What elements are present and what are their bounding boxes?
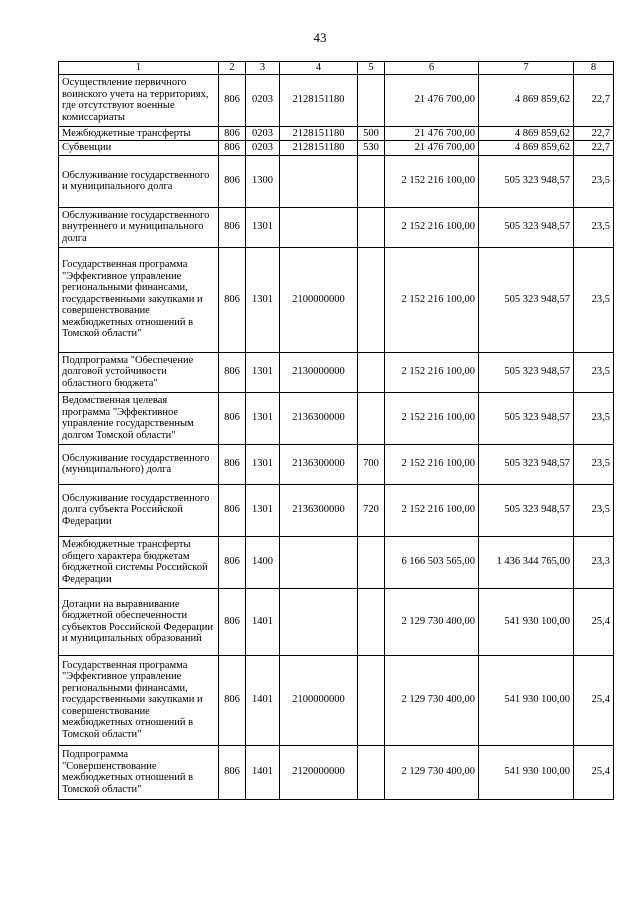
row-percent-cell: 23,5 xyxy=(574,484,614,536)
row-plan-amount-cell: 2 129 730 400,00 xyxy=(385,588,479,655)
row-name-cell: Подпрограмма "Совершенствование межбюджетных отношений в Томской области" xyxy=(59,745,219,799)
row-plan-amount-cell: 2 152 216 100,00 xyxy=(385,155,479,207)
row-executed-amount-cell: 505 323 948,57 xyxy=(479,247,574,352)
row-plan-amount-cell: 2 129 730 400,00 xyxy=(385,655,479,745)
row-executed-amount-cell: 505 323 948,57 xyxy=(479,352,574,392)
row-target-article-cell: 2120000000 xyxy=(280,745,358,799)
row-target-article-cell: 2128151180 xyxy=(280,74,358,126)
row-plan-amount-cell: 21 476 700,00 xyxy=(385,141,479,156)
row-expense-type-cell xyxy=(358,588,385,655)
row-executed-amount-cell: 541 930 100,00 xyxy=(479,655,574,745)
row-target-article-cell xyxy=(280,588,358,655)
row-name-cell: Обслуживание государственного (муниципального) долга xyxy=(59,444,219,484)
row-name-cell: Обслуживание государственного внутреннего и муниципального долга xyxy=(59,207,219,247)
row-code-cell: 806 xyxy=(219,655,246,745)
row-name-cell: Осуществление первичного воинского учета на территориях, где отсутствуют военные комиссариаты xyxy=(59,74,219,126)
row-percent-cell: 23,5 xyxy=(574,155,614,207)
row-executed-amount-cell: 505 323 948,57 xyxy=(479,155,574,207)
page-number: 43 xyxy=(313,30,327,45)
row-percent-cell: 22,7 xyxy=(574,126,614,141)
row-section-cell: 0203 xyxy=(246,141,280,156)
row-percent-cell: 22,7 xyxy=(574,74,614,126)
row-code-cell: 806 xyxy=(219,126,246,141)
row-section-cell: 1301 xyxy=(246,247,280,352)
row-section-cell: 1400 xyxy=(246,536,280,588)
row-target-article-cell: 2100000000 xyxy=(280,655,358,745)
row-executed-amount-cell: 1 436 344 765,00 xyxy=(479,536,574,588)
row-expense-type-cell xyxy=(358,536,385,588)
row-executed-amount-cell: 505 323 948,57 xyxy=(479,484,574,536)
table-row xyxy=(59,745,614,799)
row-percent-cell: 25,4 xyxy=(574,588,614,655)
row-section-cell: 1300 xyxy=(246,155,280,207)
row-percent-cell: 23,5 xyxy=(574,444,614,484)
row-target-article-cell: 2100000000 xyxy=(280,247,358,352)
table-row xyxy=(59,444,614,484)
row-plan-amount-cell: 21 476 700,00 xyxy=(385,126,479,141)
row-section-cell: 1301 xyxy=(246,207,280,247)
row-target-article-cell xyxy=(280,207,358,247)
column-header: 5 xyxy=(358,62,385,75)
row-section-cell: 1401 xyxy=(246,745,280,799)
row-percent-cell: 23,5 xyxy=(574,247,614,352)
row-expense-type-cell: 720 xyxy=(358,484,385,536)
table-row xyxy=(59,655,614,745)
table-row xyxy=(59,74,614,126)
header-row xyxy=(59,62,614,75)
row-plan-amount-cell: 21 476 700,00 xyxy=(385,74,479,126)
row-expense-type-cell xyxy=(358,207,385,247)
column-header: 1 xyxy=(59,62,219,75)
row-section-cell: 1301 xyxy=(246,444,280,484)
row-name-cell: Дотации на выравнивание бюджетной обеспеченности субъектов Российской Федерации и муниципальных образований xyxy=(59,588,219,655)
row-executed-amount-cell: 505 323 948,57 xyxy=(479,207,574,247)
row-executed-amount-cell: 505 323 948,57 xyxy=(479,444,574,484)
column-header: 4 xyxy=(280,62,358,75)
row-name-cell: Обслуживание государственного долга субъекта Российской Федерации xyxy=(59,484,219,536)
row-plan-amount-cell: 2 152 216 100,00 xyxy=(385,247,479,352)
row-section-cell: 1401 xyxy=(246,588,280,655)
row-code-cell: 806 xyxy=(219,155,246,207)
row-target-article-cell: 2136300000 xyxy=(280,484,358,536)
row-executed-amount-cell: 4 869 859,62 xyxy=(479,126,574,141)
row-code-cell: 806 xyxy=(219,484,246,536)
row-target-article-cell: 2128151180 xyxy=(280,141,358,156)
row-target-article-cell xyxy=(280,155,358,207)
row-section-cell: 1301 xyxy=(246,484,280,536)
row-percent-cell: 25,4 xyxy=(574,745,614,799)
row-name-cell: Подпрограмма "Обеспечение долговой устойчивости областного бюджета" xyxy=(59,352,219,392)
budget-table xyxy=(58,61,614,800)
row-code-cell: 806 xyxy=(219,444,246,484)
row-percent-cell: 22,7 xyxy=(574,141,614,156)
row-executed-amount-cell: 4 869 859,62 xyxy=(479,74,574,126)
table-row xyxy=(59,352,614,392)
row-plan-amount-cell: 2 152 216 100,00 xyxy=(385,484,479,536)
table-row xyxy=(59,484,614,536)
row-expense-type-cell: 700 xyxy=(358,444,385,484)
row-plan-amount-cell: 6 166 503 565,00 xyxy=(385,536,479,588)
row-code-cell: 806 xyxy=(219,207,246,247)
row-percent-cell: 25,4 xyxy=(574,655,614,745)
row-expense-type-cell xyxy=(358,74,385,126)
row-percent-cell: 23,5 xyxy=(574,352,614,392)
row-percent-cell: 23,5 xyxy=(574,207,614,247)
row-expense-type-cell xyxy=(358,745,385,799)
row-expense-type-cell xyxy=(358,155,385,207)
column-header: 3 xyxy=(246,62,280,75)
row-code-cell: 806 xyxy=(219,141,246,156)
row-target-article-cell: 2136300000 xyxy=(280,392,358,444)
column-header: 2 xyxy=(219,62,246,75)
row-expense-type-cell xyxy=(358,392,385,444)
row-code-cell: 806 xyxy=(219,745,246,799)
row-name-cell: Обслуживание государственного и муниципального долга xyxy=(59,155,219,207)
row-expense-type-cell: 530 xyxy=(358,141,385,156)
row-code-cell: 806 xyxy=(219,392,246,444)
row-percent-cell: 23,5 xyxy=(574,392,614,444)
row-section-cell: 1301 xyxy=(246,352,280,392)
table-row xyxy=(59,392,614,444)
row-executed-amount-cell: 4 869 859,62 xyxy=(479,141,574,156)
row-code-cell: 806 xyxy=(219,536,246,588)
row-executed-amount-cell: 505 323 948,57 xyxy=(479,392,574,444)
row-expense-type-cell xyxy=(358,655,385,745)
row-plan-amount-cell: 2 152 216 100,00 xyxy=(385,352,479,392)
row-name-cell: Межбюджетные трансферты общего характера бюджетам бюджетной системы Российской Федерации xyxy=(59,536,219,588)
table-row xyxy=(59,247,614,352)
table-row xyxy=(59,588,614,655)
row-name-cell: Ведомственная целевая программа "Эффективное управление государственным долгом Томской области" xyxy=(59,392,219,444)
row-plan-amount-cell: 2 129 730 400,00 xyxy=(385,745,479,799)
row-expense-type-cell xyxy=(358,352,385,392)
row-name-cell: Государственная программа "Эффективное управление региональными финансами, государственными закупками и совершенствование межбюджетных отношений в Томской области" xyxy=(59,655,219,745)
column-header: 6 xyxy=(385,62,479,75)
row-target-article-cell: 2130000000 xyxy=(280,352,358,392)
row-name-cell: Межбюджетные трансферты xyxy=(59,126,219,141)
row-expense-type-cell xyxy=(358,247,385,352)
row-section-cell: 1301 xyxy=(246,392,280,444)
column-header: 7 xyxy=(479,62,574,75)
row-expense-type-cell: 500 xyxy=(358,126,385,141)
table-row xyxy=(59,141,614,156)
row-code-cell: 806 xyxy=(219,352,246,392)
table-row xyxy=(59,155,614,207)
row-executed-amount-cell: 541 930 100,00 xyxy=(479,745,574,799)
row-name-cell: Субвенции xyxy=(59,141,219,156)
row-plan-amount-cell: 2 152 216 100,00 xyxy=(385,207,479,247)
column-header: 8 xyxy=(574,62,614,75)
row-plan-amount-cell: 2 152 216 100,00 xyxy=(385,392,479,444)
row-code-cell: 806 xyxy=(219,247,246,352)
row-executed-amount-cell: 541 930 100,00 xyxy=(479,588,574,655)
row-target-article-cell: 2128151180 xyxy=(280,126,358,141)
row-section-cell: 0203 xyxy=(246,74,280,126)
row-code-cell: 806 xyxy=(219,588,246,655)
row-section-cell: 1401 xyxy=(246,655,280,745)
row-plan-amount-cell: 2 152 216 100,00 xyxy=(385,444,479,484)
table-row xyxy=(59,536,614,588)
row-code-cell: 806 xyxy=(219,74,246,126)
row-name-cell: Государственная программа "Эффективное управление региональными финансами, государственными закупками и совершенствование межбюджетных отношений в Томской области" xyxy=(59,247,219,352)
row-target-article-cell: 2136300000 xyxy=(280,444,358,484)
row-section-cell: 0203 xyxy=(246,126,280,141)
row-target-article-cell xyxy=(280,536,358,588)
row-percent-cell: 23,3 xyxy=(574,536,614,588)
table-row xyxy=(59,126,614,141)
table-row xyxy=(59,207,614,247)
